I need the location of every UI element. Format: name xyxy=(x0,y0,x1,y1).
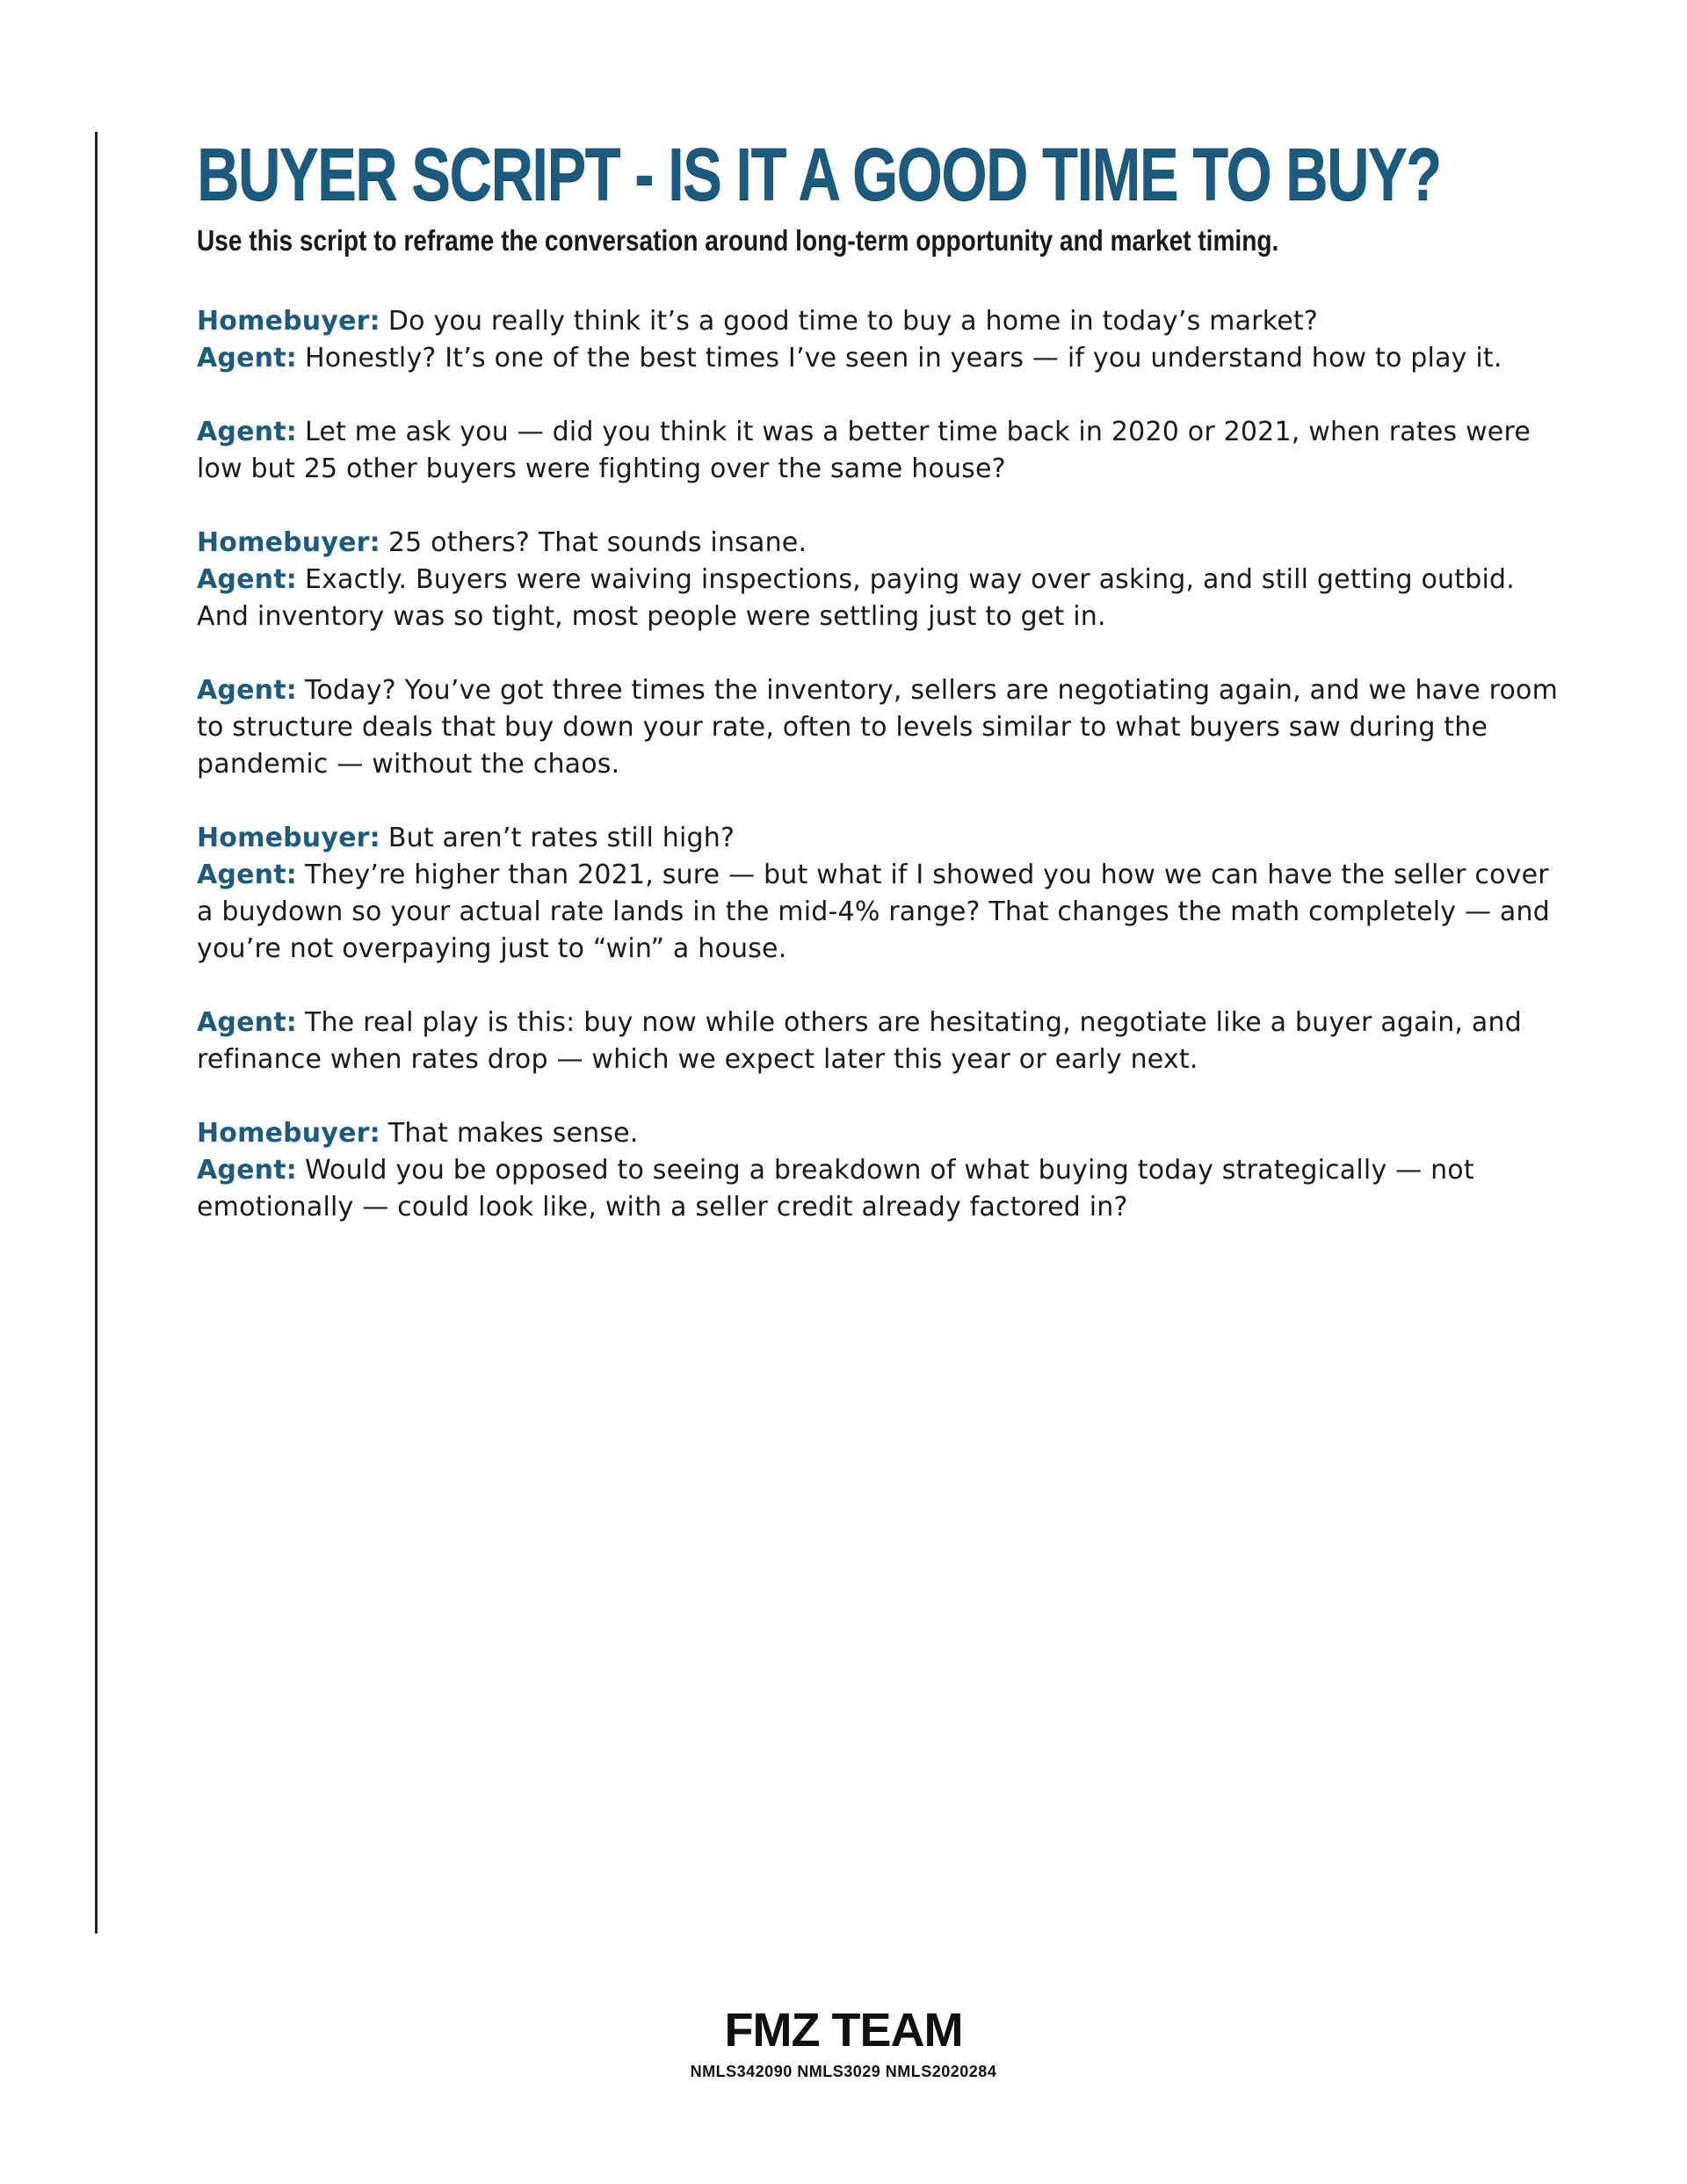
dialogue-line xyxy=(197,1152,1568,1226)
dialogue-text: Honestly? It’s one of the best times I’ve seen in years — if you understand how to play it. xyxy=(304,343,1502,374)
dialogue-block xyxy=(197,820,1568,968)
dialogue-block xyxy=(197,525,1568,635)
dialogue-line xyxy=(197,525,1568,562)
speaker-label: Homebuyer: xyxy=(197,527,380,558)
dialogue-text: Let me ask you — did you think it was a better time back in 2020 or 2021, when rates were low but 25 other buyers were fighting over the same house? xyxy=(197,417,1531,484)
dialogue-line xyxy=(197,1005,1568,1078)
brand-logo-text: FMZ TEAM xyxy=(724,2004,963,2057)
speaker-label: Agent: xyxy=(197,1155,297,1186)
page-title: BUYER SCRIPT - IS IT A GOOD TIME TO BUY? xyxy=(197,133,1441,215)
dialogue-text: 25 others? That sounds insane. xyxy=(387,527,807,558)
page-subtitle: Use this script to reframe the conversation around long-term opportunity and market timing. xyxy=(197,224,1279,257)
dialogue-line xyxy=(197,303,1568,340)
nmls-numbers: NMLS342090 NMLS3029 NMLS2020284 xyxy=(690,2063,997,2080)
speaker-label: Agent: xyxy=(197,1007,297,1038)
speaker-label: Agent: xyxy=(197,860,297,890)
dialogue-text: The real play is this: buy now while others are hesitating, negotiate like a buyer again, and refinance when rates drop — which we expect later this year or early next. xyxy=(197,1007,1522,1075)
dialogue-text: They’re higher than 2021, sure — but what if I showed you how we can have the seller cover a buydown so your actual rate lands in the mid-4% range? That changes the math completely — and you’re not overpaying just to “win” a house. xyxy=(197,860,1550,964)
speaker-label: Homebuyer: xyxy=(197,306,380,337)
header xyxy=(197,132,1568,258)
dialogue-script xyxy=(197,303,1568,1263)
dialogue-text: But aren’t rates still high? xyxy=(387,823,735,853)
dialogue-block xyxy=(197,1115,1568,1226)
dialogue-text: Exactly. Buyers were waiving inspections, paying way over asking, and still getting outbid. And inventory was so tight, most people were settling just to get in. xyxy=(197,564,1515,632)
dialogue-line xyxy=(197,562,1568,635)
dialogue-text: Today? You’ve got three times the inventory, sellers are negotiating again, and we have room to structure deals that buy down your rate, often to levels similar to what buyers saw during the pandemic — without the chaos. xyxy=(197,675,1559,780)
dialogue-line xyxy=(197,672,1568,783)
dialogue-text: Do you really think it’s a good time to buy a home in today’s market? xyxy=(387,306,1318,337)
dialogue-block xyxy=(197,672,1568,783)
speaker-label: Agent: xyxy=(197,417,297,447)
dialogue-block xyxy=(197,303,1568,377)
footer xyxy=(0,2004,1687,2081)
dialogue-line xyxy=(197,414,1568,488)
dialogue-line xyxy=(197,1115,1568,1152)
speaker-label: Agent: xyxy=(197,564,297,595)
speaker-label: Homebuyer: xyxy=(197,1118,380,1149)
dialogue-line xyxy=(197,340,1568,377)
dialogue-text: Would you be opposed to seeing a breakdown of what buying today strategically — not emotionally — could look like, with a seller credit already factored in? xyxy=(197,1155,1474,1223)
speaker-label: Agent: xyxy=(197,343,297,374)
speaker-label: Agent: xyxy=(197,675,297,706)
speaker-label: Homebuyer: xyxy=(197,823,380,853)
left-margin-rule xyxy=(95,132,98,1934)
dialogue-line xyxy=(197,820,1568,857)
dialogue-line xyxy=(197,857,1568,968)
dialogue-text: That makes sense. xyxy=(387,1118,639,1149)
dialogue-block xyxy=(197,414,1568,488)
dialogue-block xyxy=(197,1005,1568,1078)
